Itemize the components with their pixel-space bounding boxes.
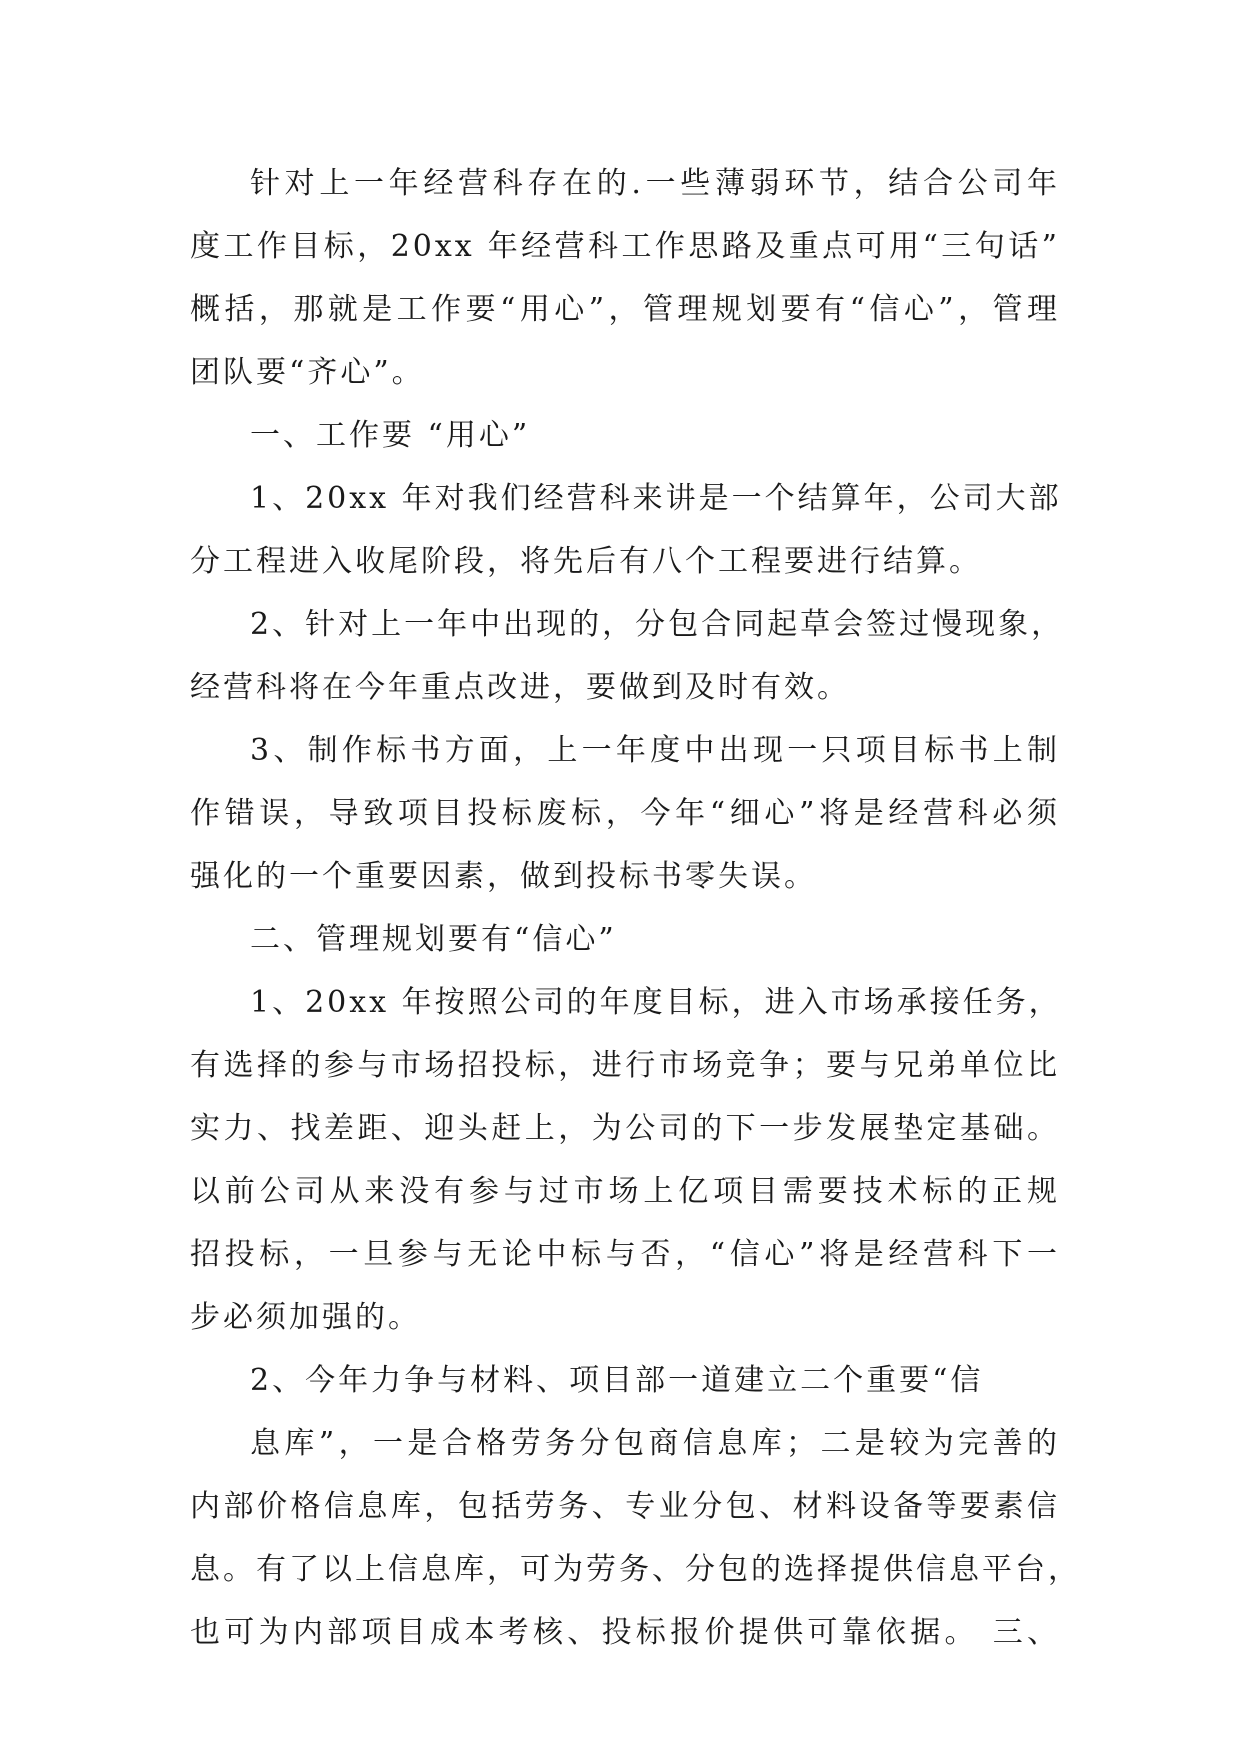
text-line: 息库”，一是合格劳务分包商信息库；二是较为完善的: [250, 1426, 1060, 1461]
text-line: 经营科将在今年重点改进，要做到及时有效。: [190, 670, 850, 705]
text-line: 度工作目标，20xx 年经营科工作思路及重点可用“三句话”: [190, 229, 1060, 264]
text-line: 有选择的参与市场招投标，进行市场竞争；要与兄弟单位比: [190, 1048, 1060, 1083]
text-line: 分工程进入收尾阶段，将先后有八个工程要进行结算。: [190, 544, 982, 579]
text-line: 1、20xx 年对我们经营科来讲是一个结算年，公司大部: [250, 481, 1062, 516]
text-line: 1、20xx 年按照公司的年度目标，进入市场承接任务，: [250, 985, 1062, 1020]
text-line: 概括，那就是工作要“用心”，管理规划要有“信心”，管理: [190, 292, 1060, 327]
text-line: 内部价格信息库，包括劳务、专业分包、材料设备等要素信: [190, 1489, 1060, 1524]
text-line: 强化的一个重要因素，做到投标书零失误。: [190, 859, 817, 894]
text-line: 息。有了以上信息库，可为劳务、分包的选择提供信息平台，: [190, 1552, 1081, 1587]
text-line: 针对上一年经营科存在的.一些薄弱环节，结合公司年: [250, 166, 1060, 201]
text-line: 2、针对上一年中出现的，分包合同起草会签过慢现象，: [250, 607, 1065, 642]
text-line: 作错误，导致项目投标废标，今年“细心”将是经营科必须: [190, 796, 1060, 831]
text-line: 实力、找差距、迎头赶上，为公司的下一步发展垫定基础。: [190, 1111, 1060, 1146]
document-body: [190, 152, 1081, 1664]
text-line: 招投标，一旦参与无论中标与否，“信心”将是经营科下一: [190, 1237, 1060, 1272]
text-line: 3、制作标书方面，上一年度中出现一只项目标书上制: [250, 733, 1060, 768]
text-line: 团队要“齐心”。: [190, 355, 425, 390]
text-line: 二、管理规划要有“信心”: [250, 922, 617, 957]
text-line: 以前公司从来没有参与过市场上亿项目需要技术标的正规: [190, 1174, 1060, 1209]
text-line: 一、工作要 “用心”: [250, 418, 531, 453]
text-line: 2、今年力争与材料、项目部一道建立二个重要“信: [250, 1363, 984, 1398]
text-line: 步必须加强的。: [190, 1300, 421, 1335]
text-line: 也可为内部项目成本考核、投标报价提供可靠依据。 三、: [190, 1615, 1060, 1650]
